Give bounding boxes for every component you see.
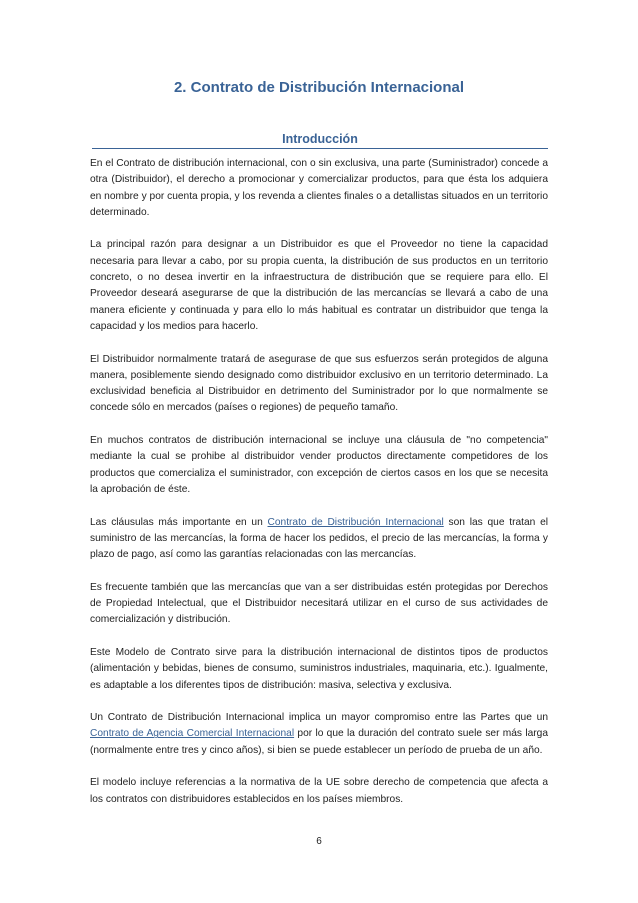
subsection-heading: Introducción	[282, 132, 358, 146]
paragraph-text: Las cláusulas más importante en un	[90, 516, 268, 528]
distribution-contract-link[interactable]: Contrato de Distribución Internacional	[267, 516, 444, 528]
page-number: 6	[316, 836, 322, 847]
paragraph-text: son las que tratan el suministro de las mercancías, la forma de hacer los pedidos, el precio de las mercancías, la forma y plazo de pago, así como las garantías relacionadas con las mercancías.	[90, 516, 549, 561]
paragraph-non-compete: En muchos contratos de distribución internacional se incluye una cláusula de "no competencia" mediante la cual se prohibe al distribuidor vender productos directamente competidores de los productos que comercializa el suministrador, con excepción de ciertos casos en los que se necesita la aprobación de éste.	[90, 435, 548, 495]
agency-contract-link[interactable]: Contrato de Agencia Comercial Internacional	[90, 728, 295, 740]
paragraph-commitment	[90, 710, 548, 759]
paragraph-model-scope: Este Modelo de Contrato sirve para la distribución internacional de distintos tipos de productos (alimentación y bebidas, bienes de consumo, suministros industriales, maquinaria, etc.). Igualmente, es adaptable a los diferentes tipos de distribución: masiva, selectiva y exclusiva.	[90, 646, 548, 691]
paragraph-definition: En el Contrato de distribución internacional, con o sin exclusiva, una parte (Suministrador) concede a otra (Distribuidor), el derecho a promocionar y comercializar productos, para que ésta los adquiera en nombre y por cuenta propia, y los revenda a clientes finales o a detallistas situados en un territorio determinado.	[90, 158, 548, 218]
paragraph-eu-regulation: El modelo incluye referencias a la normativa de la UE sobre derecho de competencia que afecta a los contratos con distribuidores establecidos en los países miembros.	[90, 777, 548, 805]
paragraph-reason: La principal razón para designar a un Distribuidor es que el Proveedor no tiene la capacidad necesaria para llevar a cabo, por su propia cuenta, la distribución de sus productos en un territorio concreto, o no desea invertir en la infraestructura de distribución que se requiere para ello. El Proveedor deseará asegurarse de que la distribución de las mercancías se llevará a cabo de una manera eficiente y continuada y para ello lo más habitual es contratar un distribuidor que tenga la capacidad y los medios para hacerlo.	[90, 239, 548, 332]
document-body	[90, 156, 548, 824]
paragraph-text: Un Contrato de Distribución Internacional implica un mayor compromiso entre las Partes que un	[90, 712, 548, 724]
heading-divider	[92, 148, 548, 149]
paragraph-intellectual-property: Es frecuente también que las mercancías que van a ser distribuidas estén protegidas por Derechos de Propiedad Intelectual, que el Distribuidor necesitará utilizar en el curso de sus actividades de comercialización y distribución.	[90, 581, 548, 626]
paragraph-text: por lo que la duración del contrato suele ser más larga (normalmente entre tres y cinco años), si bien se puede establecer un período de prueba de un año.	[90, 728, 548, 756]
section-title: Contrato de Distribución Internacional	[190, 79, 465, 96]
paragraph-exclusivity: El Distribuidor normalmente tratará de asegurase de que sus esfuerzos serán protegidos de alguna manera, posiblemente siendo designado como distribuidor exclusivo en un territorio determinado. La exclusividad beneficia al Distribuidor en detrimento del Suministrador por lo que normalmente se concede sólo en mercados (países o regiones) de pequeño tamaño.	[90, 353, 548, 414]
section-number: 2.	[173, 79, 187, 96]
paragraph-key-clauses	[90, 515, 548, 564]
section-heading	[0, 79, 638, 96]
